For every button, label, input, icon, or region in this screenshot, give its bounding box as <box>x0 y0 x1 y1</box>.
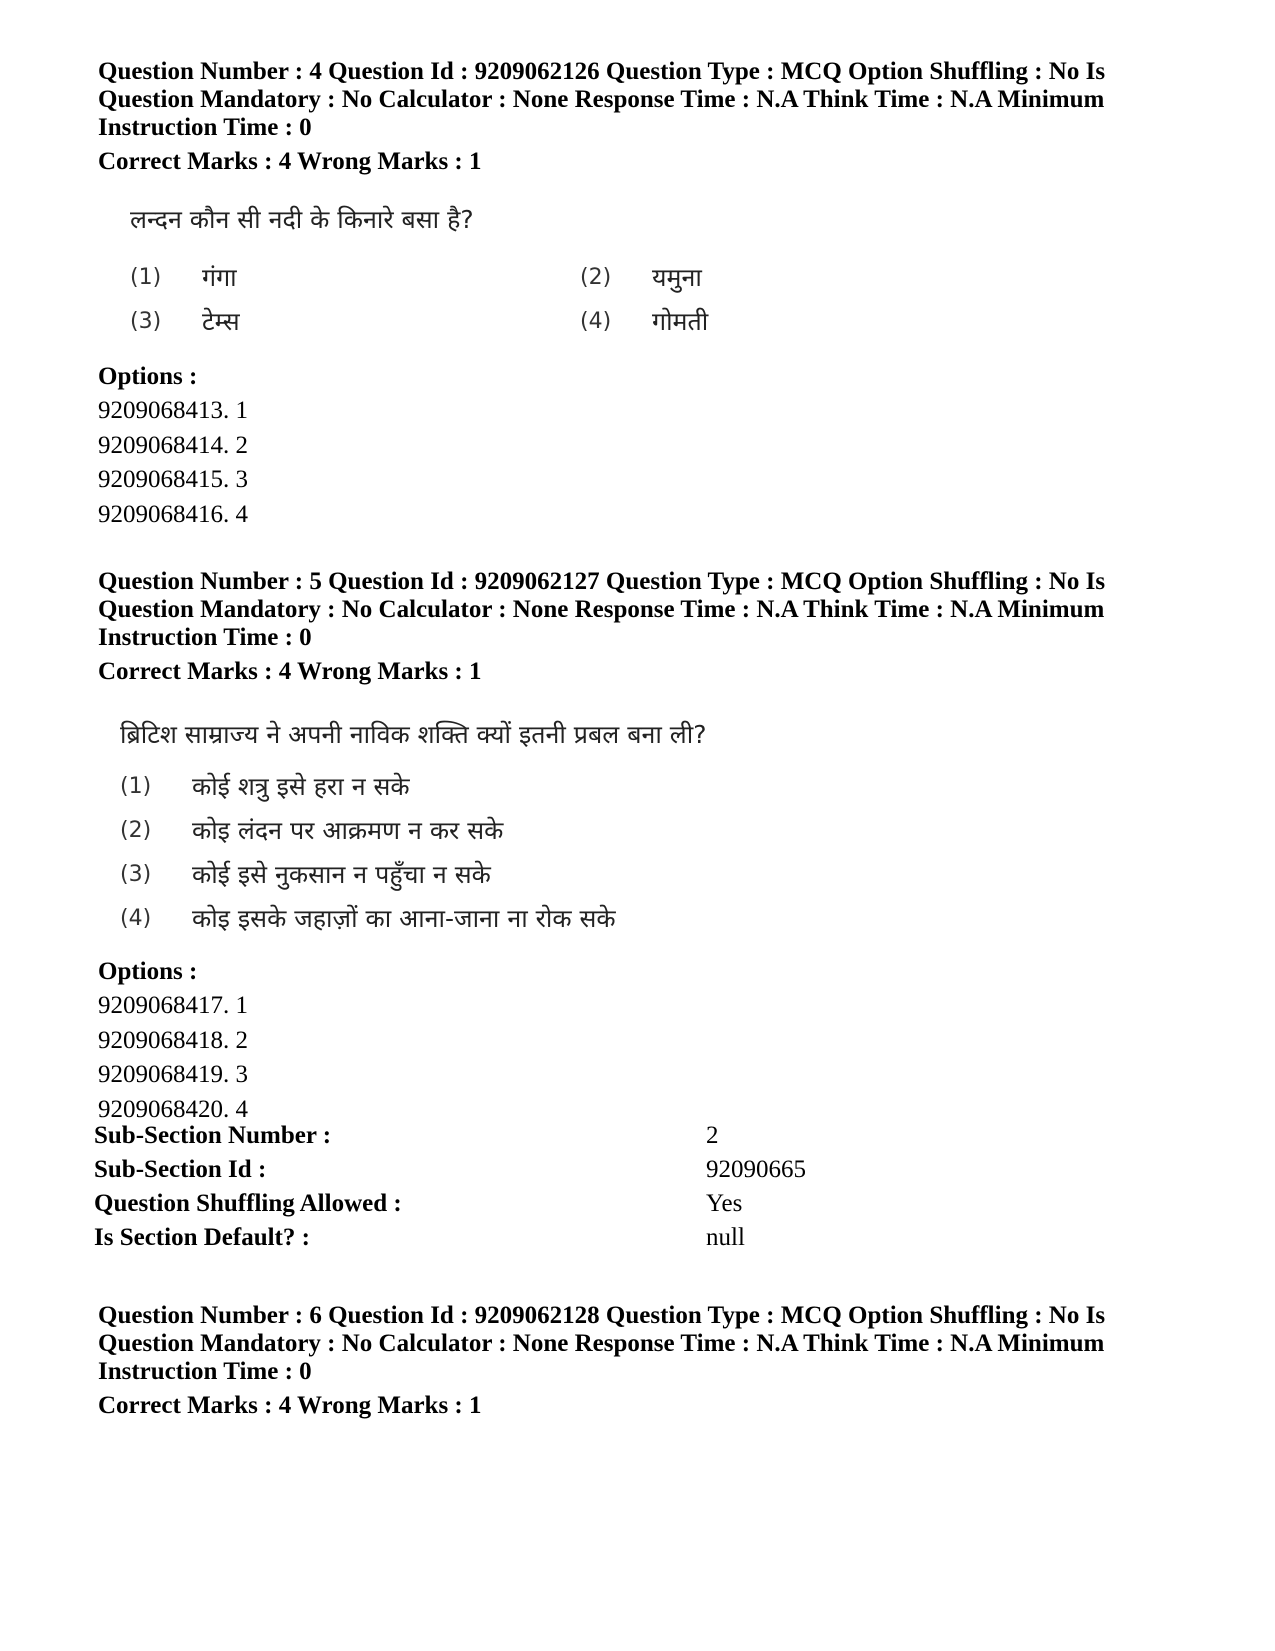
header-line: Question Number : 5 Question Id : 9209062127 Question Type : MCQ Option Shuffling : No Is <box>98 568 1106 595</box>
header-line: Instruction Time : 0 <box>98 624 312 651</box>
sub-section-key: Is Section Default? : <box>94 1224 310 1251</box>
choice-number: (1) <box>120 773 152 799</box>
options-label: Options : <box>98 363 198 390</box>
choice-text: टेम्स <box>202 307 240 336</box>
question-6 <box>98 1302 1188 1420</box>
option-line: 9209068416. 4 <box>98 500 248 528</box>
option-line: 9209068417. 1 <box>98 992 248 1019</box>
question-5-image <box>120 718 1020 940</box>
header-line: Question Number : 4 Question Id : 9209062126 Question Type : MCQ Option Shuffling : No Is <box>98 58 1106 85</box>
sub-section-value: 2 <box>706 1122 719 1149</box>
question-4-image <box>130 203 1030 343</box>
header-line: Question Mandatory : No Calculator : None Response Time : N.A Think Time : N.A Minimum <box>98 1330 1105 1357</box>
choice-text: कोइ इसके जहाज़ों का आना-जाना ना रोक सके <box>192 904 616 933</box>
choice-text: यमुना <box>652 263 702 292</box>
choice-text: कोई शत्रु इसे हरा न सके <box>192 772 410 801</box>
sub-section-value: Yes <box>706 1190 743 1217</box>
question-4 <box>98 58 1188 176</box>
header-line: Question Mandatory : No Calculator : None Response Time : N.A Think Time : N.A Minimum <box>98 86 1105 113</box>
sub-section-key: Sub-Section Number : <box>94 1122 332 1149</box>
header-line: Question Number : 6 Question Id : 9209062128 Question Type : MCQ Option Shuffling : No Is <box>98 1302 1106 1329</box>
option-line: 9209068413. 1 <box>98 397 248 424</box>
question-text: ब्रिटिश साम्राज्य ने अपनी नाविक शक्ति क्यों इतनी प्रबल बना ली? <box>120 720 707 749</box>
choice-text: कोई इसे नुकसान न पहुँचा न सके <box>192 860 491 889</box>
option-line: 9209068414. 2 <box>98 431 248 459</box>
choice-text: गंगा <box>202 263 237 292</box>
question-header <box>98 568 1188 652</box>
marks-line: Correct Marks : 4 Wrong Marks : 1 <box>98 148 482 175</box>
choice-text: कोइ लंदन पर आक्रमण न कर सके <box>192 816 504 845</box>
header-line: Instruction Time : 0 <box>98 1358 312 1385</box>
choice-number: (2) <box>120 817 152 843</box>
sub-section-key: Question Shuffling Allowed : <box>94 1190 402 1217</box>
choice-number: (3) <box>120 861 152 887</box>
sub-section-value: 92090665 <box>706 1156 806 1183</box>
question-header <box>98 1302 1188 1386</box>
option-line: 9209068418. 2 <box>98 1026 248 1054</box>
choice-number: (1) <box>130 264 162 290</box>
question-text: लन्दन कौन सी नदी के किनारे बसा है? <box>130 205 474 234</box>
question-5-options <box>98 958 1188 1127</box>
question-header <box>98 58 1188 142</box>
option-line: 9209068415. 3 <box>98 466 248 493</box>
question-4-options <box>98 363 1188 532</box>
choice-number: (2) <box>580 264 612 290</box>
choice-number: (4) <box>120 905 152 931</box>
question-5 <box>98 568 1188 686</box>
marks-line: Correct Marks : 4 Wrong Marks : 1 <box>98 1392 482 1419</box>
option-line: 9209068420. 4 <box>98 1095 248 1123</box>
marks-line: Correct Marks : 4 Wrong Marks : 1 <box>98 658 482 685</box>
options-label: Options : <box>98 958 198 985</box>
sub-section-value: null <box>706 1224 745 1251</box>
choice-number: (4) <box>580 308 612 334</box>
header-line: Instruction Time : 0 <box>98 114 312 141</box>
choice-number: (3) <box>130 308 162 334</box>
option-line: 9209068419. 3 <box>98 1061 248 1088</box>
choice-text: गोमती <box>652 307 709 336</box>
header-line: Question Mandatory : No Calculator : None Response Time : N.A Think Time : N.A Minimum <box>98 596 1105 623</box>
sub-section-key: Sub-Section Id : <box>94 1156 267 1183</box>
